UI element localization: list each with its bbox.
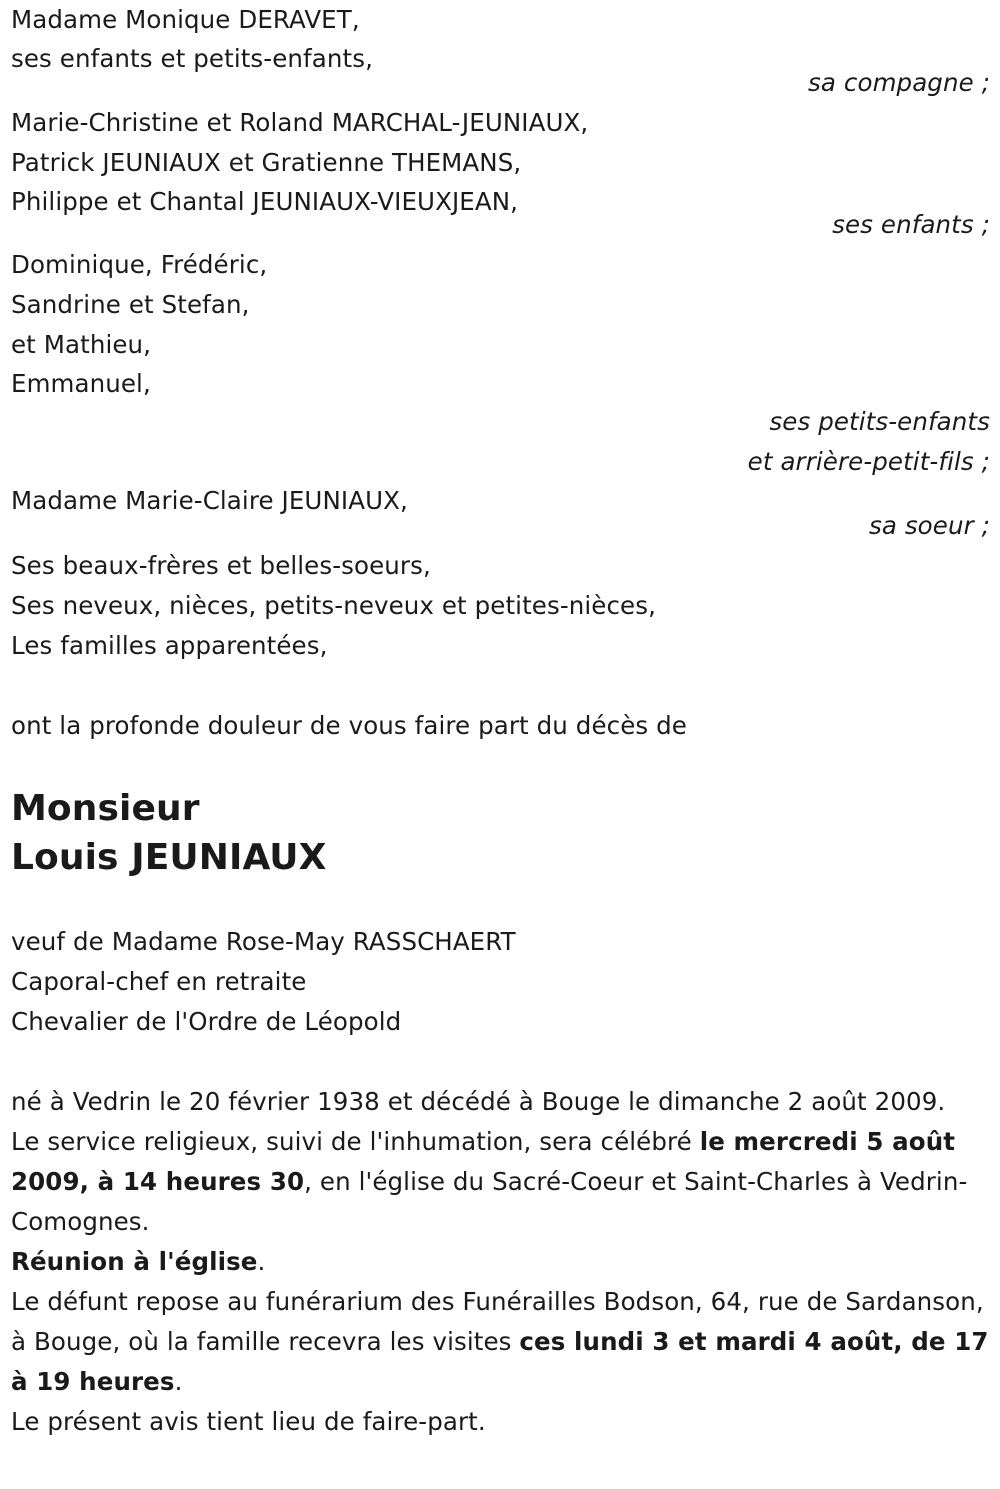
spacer bbox=[11, 1042, 990, 1082]
text-line: Philippe et Chantal JEUNIAUX-VIEUXJEAN, bbox=[11, 187, 519, 216]
text-line: Emmanuel, bbox=[11, 369, 151, 398]
spacer bbox=[11, 666, 990, 706]
text-line: Dominique, Frédéric, bbox=[11, 250, 268, 279]
role-label: ses enfants ; bbox=[832, 210, 990, 239]
role-label: et arrière-petit-fils ; bbox=[747, 447, 990, 476]
meeting-bold: Réunion à l'église bbox=[11, 1247, 258, 1276]
role-label: ses petits-enfants bbox=[769, 407, 990, 436]
group-children bbox=[11, 103, 990, 243]
text-line: Ses beaux-frères et belles-soeurs, bbox=[11, 551, 431, 580]
service-text-pre: Le service religieux, suivi de l'inhumation, sera célébré bbox=[11, 1127, 700, 1156]
text-line: veuf de Madame Rose-May RASSCHAERT bbox=[11, 927, 516, 956]
obituary-notice bbox=[11, 0, 990, 1442]
group-family bbox=[11, 546, 990, 666]
text-line: Les familles apparentées, bbox=[11, 631, 328, 660]
deceased-title: Monsieur bbox=[11, 788, 200, 829]
service-text-post: , en l'église du Sacré-Coeur et Saint-Charles à Vedrin-Comognes. bbox=[11, 1167, 968, 1236]
funeral-information bbox=[11, 1082, 990, 1442]
text-line: et Mathieu, bbox=[11, 330, 152, 359]
service-date-bold: le mercredi 5 août 2009, à 14 heures 30 bbox=[11, 1127, 956, 1196]
service-text bbox=[11, 1122, 990, 1242]
deceased-name bbox=[11, 784, 990, 882]
closing-text: Le présent avis tient lieu de faire-part. bbox=[11, 1407, 486, 1436]
text-line: Madame Monique DERAVET, bbox=[11, 5, 360, 34]
group-sister bbox=[11, 482, 990, 544]
text-line: ses enfants et petits-enfants, bbox=[11, 44, 373, 73]
visits-bold: ces lundi 3 et mardi 4 août, de 17 à 19 heures bbox=[11, 1327, 989, 1396]
birth-death-text: né à Vedrin le 20 février 1938 et décédé à Bouge le dimanche 2 août 2009. bbox=[11, 1087, 946, 1116]
group-companion bbox=[11, 0, 990, 101]
spacer bbox=[11, 882, 990, 922]
text-line: Patrick JEUNIAUX et Gratienne THEMANS, bbox=[11, 148, 522, 177]
text-line: Ses neveux, nièces, petits-neveux et petites-nièces, bbox=[11, 591, 656, 620]
text-line: Marie-Christine et Roland MARCHAL-JEUNIAUX, bbox=[11, 108, 589, 137]
text-line: Caporal-chef en retraite bbox=[11, 967, 307, 996]
group-grandchildren bbox=[11, 245, 990, 482]
text-line: Chevalier de l'Ordre de Léopold bbox=[11, 1007, 402, 1036]
deceased-details bbox=[11, 922, 990, 1042]
meeting-post: . bbox=[257, 1247, 266, 1276]
announcement-text: ont la profonde douleur de vous faire part du décès de bbox=[11, 711, 687, 740]
text-line: Sandrine et Stefan, bbox=[11, 290, 250, 319]
role-label: sa soeur ; bbox=[868, 511, 990, 540]
deceased-full-name: Louis JEUNIAUX bbox=[11, 837, 327, 878]
role-label: sa compagne ; bbox=[808, 68, 990, 97]
meeting-text bbox=[11, 1242, 990, 1282]
visits-text bbox=[11, 1282, 990, 1402]
visits-text-pre: Le défunt repose au funérarium des Funérailles Bodson, 64, rue de Sardanson, à Bouge, où la famille recevra les visites bbox=[11, 1287, 984, 1356]
spacer bbox=[11, 746, 990, 784]
visits-text-post: . bbox=[174, 1367, 183, 1396]
text-line: Madame Marie-Claire JEUNIAUX, bbox=[11, 486, 408, 515]
